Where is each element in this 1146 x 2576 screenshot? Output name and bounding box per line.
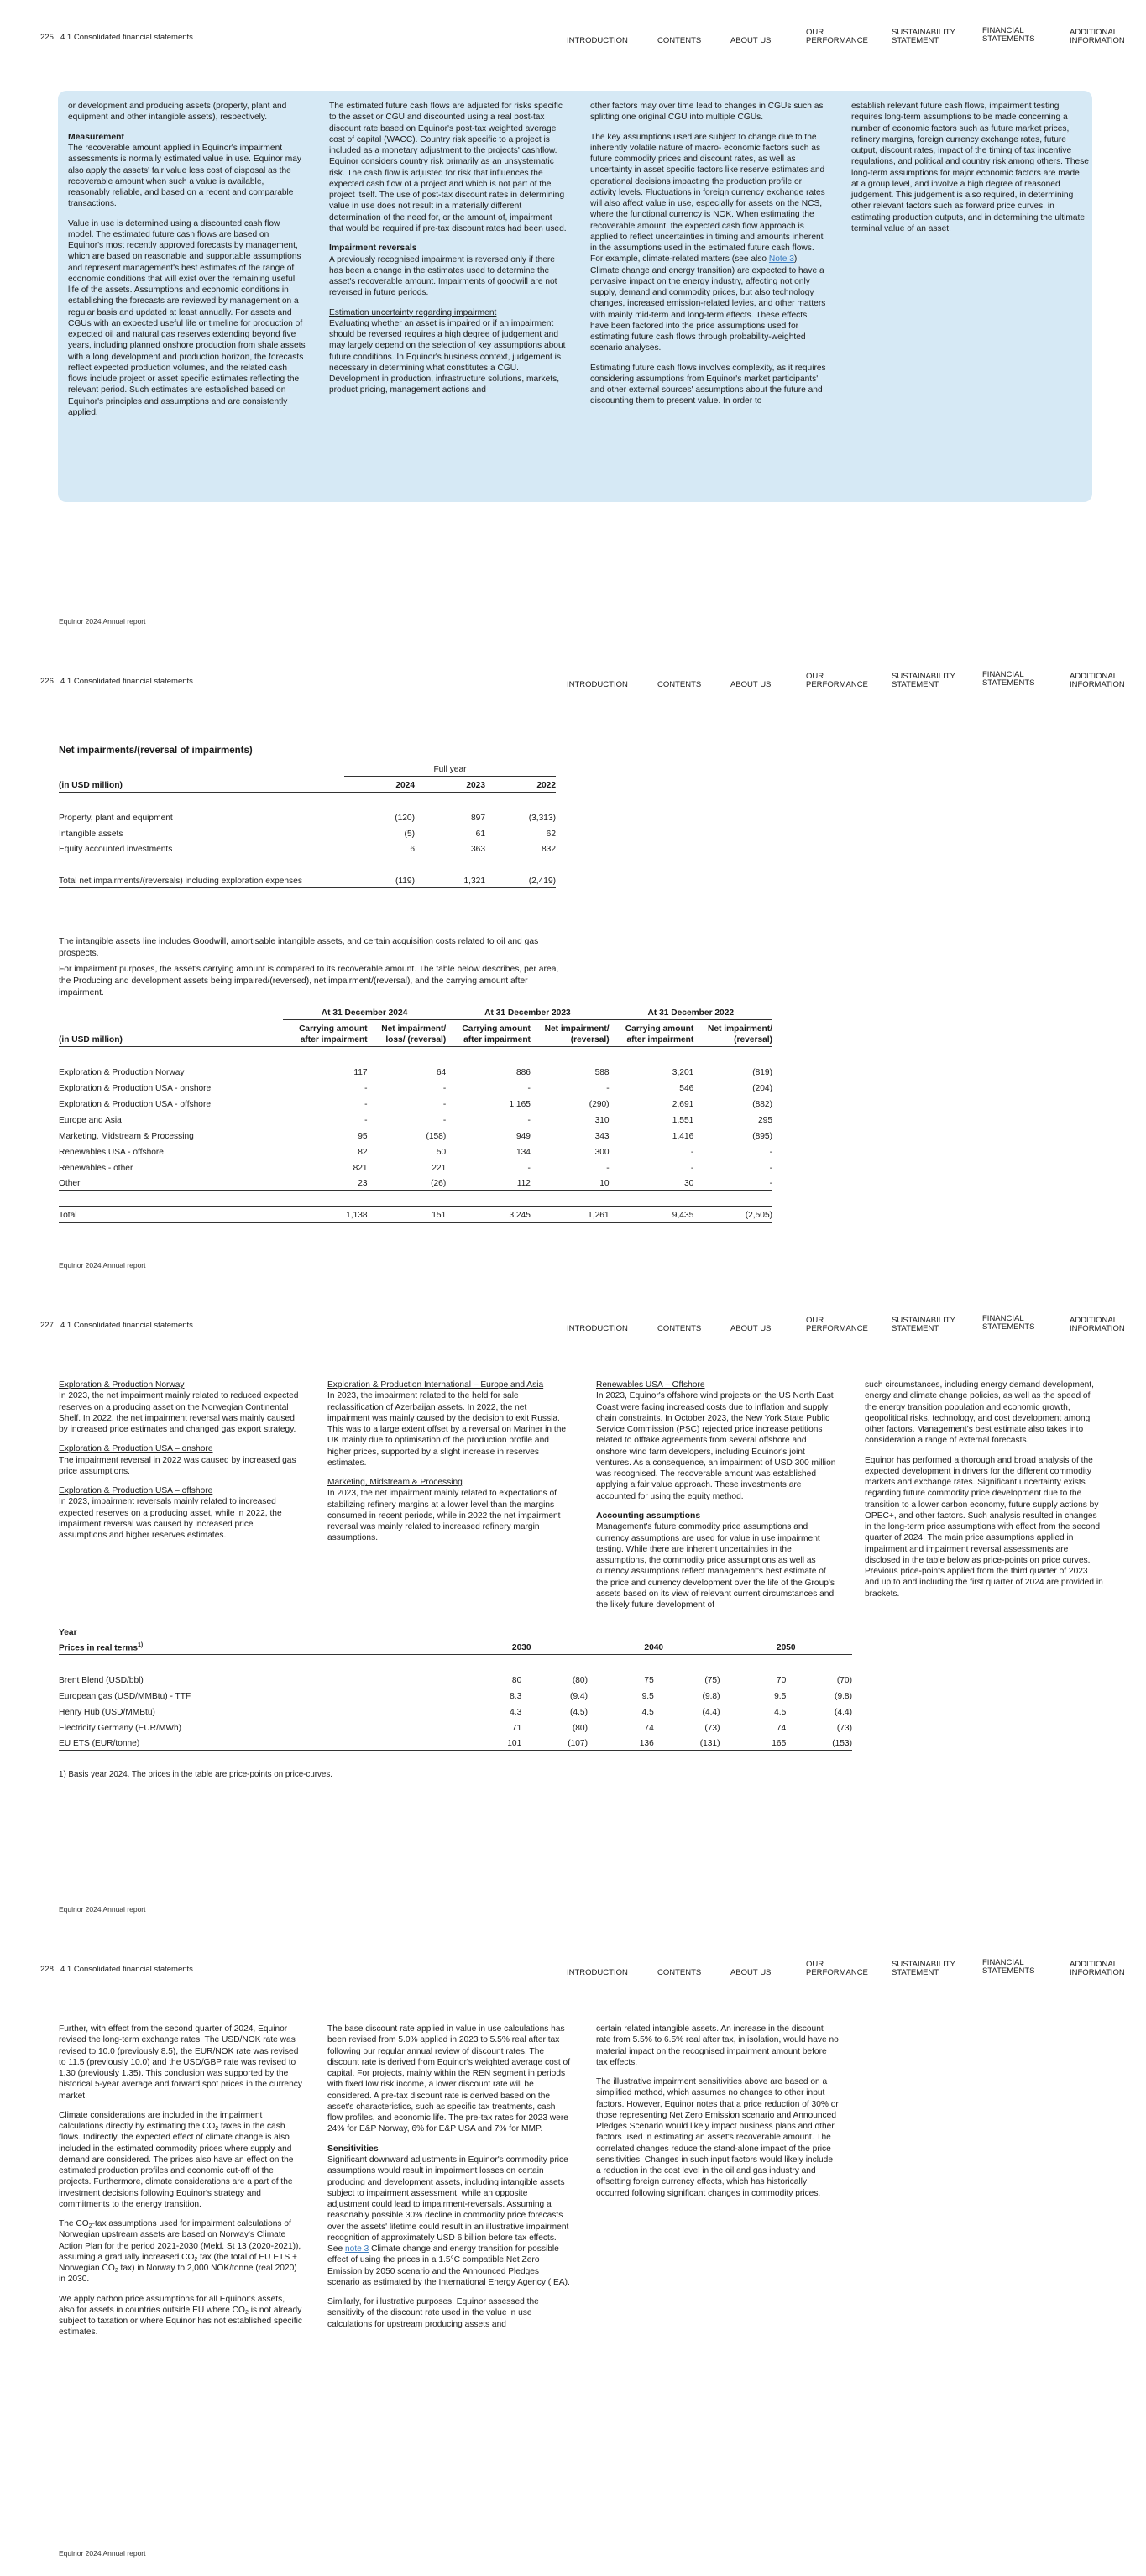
cell: 23 [283,1174,368,1190]
cell: (290) [589,1099,610,1109]
cell: (204) [752,1083,772,1093]
column-1 [68,101,306,427]
subscript: 2 [114,2268,118,2274]
cell: (4.4) [702,1707,720,1717]
paragraph: For impairment purposes, the asset's carrying amount is compared to its recoverable amount. The table below describes, per area, the Producing and development assets being impaired/(reversed), net impairment/(reversal), and the carrying amount after impairment. [59,965,559,997]
cell: 1,138 [283,1206,368,1222]
paragraph: Further, with effect from the second quarter of 2024, Equinor revised the long-term exchange rates. The USD/NOK rate was revised to 10.0 (previously 8.5), the EUR/NOK rate was revised to 11.5 (previously 10.0) and the USD/GBP rate was revised to 1.30 (previously 1.35). This conclusion was supported by the historical 5-year average and forward spot prices in the currency market. [59,2024,302,2101]
table-row [59,1110,772,1126]
page-header [40,24,1125,47]
cell: (80) [572,1675,588,1685]
page-header [40,1312,1125,1335]
row-label: Total [59,1206,283,1222]
table-row [59,1142,772,1158]
year-header: 2023 [415,776,485,792]
page-228 [0,1932,1146,2576]
page-footer: Equinor 2024 Annual report [59,617,146,626]
subheading-measurement: Measurement [68,132,124,142]
cell: (107) [521,1734,588,1750]
page-header [40,1956,1125,1979]
cell: 343 [594,1131,610,1141]
paragraph: Value in use is determined using a discounted cash flow model. The estimated future cash flows are based on Equinor's most recently approved forecasts by management, which are based on reasonable and supportable assumptions and represent management's best estimates of the range of economic conditions that will exist over the remaining useful life of the assets. Assumptions and economic conditions in establishing the forecasts are reviewed by management on a regular basis and updated at least annually. For assets and CGUs with an expected useful life or timeline for production of expected oil and natural gas reserves extending beyond five years, including planned onshore production from shale assets with a long development and production horizon, the forecasts reflect expected production volumes, and the related cash flows include project or asset specific estimates reflecting the relevant period. Such estimates are established based on Equinor's principles and assumptions and are consistently applied. [68,218,306,417]
cell: (131) [654,1734,720,1750]
column-header: Carrying amount after impairment [610,1019,694,1046]
nav-item-our-performance[interactable]: OUR PERFORMANCE [806,1960,868,1978]
table-row [59,1174,772,1190]
cell: (3,313) [528,813,556,823]
cell: 101 [456,1734,522,1750]
subheading-estimation-uncertainty: Estimation uncertainty regarding impairment [329,307,497,317]
cell: 62 [546,829,556,839]
column-header: Net impairment/ loss/ (reversal) [368,1019,447,1046]
section-title: 4.1 Consolidated financial statements [60,1321,193,1330]
table-row [59,808,556,824]
nav-item-sustainability-statement[interactable]: SUSTAINABILITY STATEMENT [892,672,955,690]
cell: 546 [679,1083,694,1093]
cell: 1,551 [672,1115,694,1125]
paragraph: In 2023, the net impairment mainly related to expectations of stabilizing refinery margins at a lower level than the margins consumed in recent periods, while in 2022 the net impairment reversal was mainly related to increased refinery margin assumptions. [327,1489,561,1543]
cell: - [693,1174,772,1190]
text: ) Climate change and energy transition) are expected to have a pervasive impact on the energy industry, affecting not only supply, demand and commodity prices, but also technology changes, increased emission-related levies, and other matters with mainly mid-term and long-term effects. These effects have been factored into the price assumptions used for estimating future cash flows through probability-weighted scenario analyses. [590,254,826,353]
page-number: 225 [40,33,54,42]
cell: 4.5 [641,1707,654,1717]
nav-item-our-performance[interactable]: OUR PERFORMANCE [806,28,868,46]
cell: 70 [776,1675,787,1685]
unit-label [59,1638,456,1654]
text: Climate change and energy transition for possible effect of using the prices in a 1.5°C compatible Net Zero Emission by 2050 scenario and the Announced Pledges scenario as estimated by the International Energy Agency (IEA). [327,2244,570,2287]
table-row [59,1734,852,1750]
cell: 61 [475,829,485,839]
paragraph: Management's future commodity price assumptions and currency assumptions are used for value in use impairment testing. While there are inherent uncertainties in the assumptions, the commodity price assumptions as well as currency assumptions reflect management's best estimate of the price and currency development over the life of the Group's assets based on its view of relevant current circumstances and the likely future development of [596,1522,835,1610]
column-3 [596,1380,840,1619]
table-row [59,1718,852,1734]
cell: 588 [594,1067,610,1077]
cell: (26) [368,1174,447,1190]
paragraph [59,2294,302,2338]
paragraph: Estimating future cash flows involves complexity, as it requires considering assumptions from Equinor's market participants' and other external sources' assumptions about the future and discounting them to present value. In order to [590,363,826,406]
text: The CO [59,2219,89,2228]
row-label: Renewables USA - offshore [59,1147,164,1157]
column-3 [596,2024,840,2207]
nav-item-contents[interactable]: CONTENTS [657,680,702,690]
table-footnote: 1) Basis year 2024. The prices in the table are price-points on price-curves. [59,1770,332,1779]
cell: (5) [404,829,415,839]
nav-item-additional-information[interactable]: ADDITIONAL INFORMATION [1070,672,1125,690]
top-nav [567,1956,1125,1979]
cell: 74 [644,1723,654,1733]
nav-item-additional-information[interactable]: ADDITIONAL INFORMATION [1070,28,1125,46]
cell: (70) [836,1675,852,1685]
paragraph: other factors may over time lead to changes in CGUs such as splitting one original CGU into multiple CGUs. [590,102,824,123]
page-footer: Equinor 2024 Annual report [59,2549,146,2558]
group-header: At 31 December 2024 [283,1003,446,1019]
cell: 151 [368,1206,447,1222]
cell: - [442,1099,447,1109]
cell: (120) [395,813,415,823]
column-2 [327,2024,571,2338]
cell: 165 [720,1734,787,1750]
row-label: Europe and Asia [59,1115,122,1125]
row-label: Brent Blend (USD/bbl) [59,1675,144,1685]
section-title: 4.1 Consolidated financial statements [60,1965,193,1974]
cell: 821 [353,1163,368,1173]
subheading: Exploration & Production International – Europe and Asia [327,1380,544,1390]
cell: 8.3 [510,1691,522,1701]
subscript: 2 [244,2309,249,2316]
cell: 3,201 [672,1067,694,1077]
page-number: 227 [40,1321,54,1330]
cell: 221 [432,1163,447,1173]
cell: 832 [485,840,556,856]
paragraph: In 2023, Equinor's offshore wind projects on the US North East Coast were facing increased costs due to inflation and supply chain constraints. In October 2023, the New York State Public Service Commission (PSC) rejected price increase petitions related to offtake agreements from several offshore and onshore wind farm developers, including Equinor's joint ventures. As a consequence, an impairment of USD 300 million was recognised. The recoverable amount was established applying a fair value approach. These investments are accounted for using the equity method. [596,1391,836,1501]
cell: 134 [515,1147,531,1157]
subheading-accounting-assumptions: Accounting assumptions [596,1511,701,1521]
cell: 9.5 [641,1691,654,1701]
unit-text: Prices in real terms [59,1643,139,1653]
paragraph: Equinor has performed a thorough and broad analysis of the expected development in drivers for the different commodity markets and exchange rates. Significant uncertainty exists regarding future commodity price development due to the transition to a lower carbon economy, future supply actions by OPEC+, and other factors. Such analysis resulted in changes in the long-term price assumptions with effect from the second quarter of 2024. The main price assumptions applied in impairment and impairment reversal assessments are disclosed in the table below as price-points on price curves. Previous price-points applied from the third quarter of 2023 and up to and including the first quarter of 2024 are provided in brackets. [865,1455,1103,1599]
column-1 [59,2024,302,2347]
cell: 886 [515,1067,531,1077]
paragraph: The impairment reversal in 2022 was caused by increased gas price assumptions. [59,1455,296,1476]
table-row [59,1670,852,1686]
cell: - [769,1147,772,1157]
row-label: Henry Hub (USD/MMBtu) [59,1707,155,1717]
year-header: 2050 [720,1638,853,1654]
table-row [59,824,556,840]
year-header: 2030 [456,1638,589,1654]
page-footer: Equinor 2024 Annual report [59,1905,146,1914]
column-2 [329,101,567,405]
table-title: Net impairments/(reversal of impairments) [59,746,253,756]
table-row [59,1126,772,1142]
total-row [59,872,556,887]
table-row [59,840,556,856]
text: Climate considerations are included in the impairment calculations directly by estimating the CO [59,2110,263,2131]
paragraph: In 2023, the impairment related to the held for sale reclassification of Azerbaijan assets. In 2022, the net impairment was mainly caused by the decision to exit Russia. This was to a large extent offset by a reversal on Mariner in the UK mainly due to optimisation of the production profile and higher prices, supported by a slight increase in reserves estimates. [327,1391,567,1468]
subheading: Exploration & Production USA – onshore [59,1444,213,1454]
row-label: Property, plant and equipment [59,813,173,823]
nav-item-additional-information[interactable]: ADDITIONAL INFORMATION [1070,1960,1125,1978]
nav-item-our-performance[interactable]: OUR PERFORMANCE [806,1316,868,1334]
cell: 3,245 [446,1206,531,1222]
nav-item-introduction[interactable]: INTRODUCTION [567,1968,628,1978]
note-3-link[interactable]: note 3 [344,2244,369,2254]
paragraph: Similarly, for illustrative purposes, Equinor assessed the sensitivity of the discount rate used in the value in use calculations for upstream producing assets and [327,2297,539,2329]
nav-item-contents[interactable]: CONTENTS [657,1324,702,1334]
impairment-by-area-table [59,1003,772,1223]
row-label: Marketing, Midstream & Processing [59,1131,194,1141]
page-number: 226 [40,677,54,686]
cell: - [606,1083,610,1093]
column-1 [59,1380,302,1549]
cell: 64 [436,1067,447,1077]
net-impairments-table [59,760,556,888]
cell: 95 [358,1131,368,1141]
cell: 50 [436,1147,447,1157]
paragraph: certain related intangible assets. An increase in the discount rate from 5.5% to 6.5% real after tax, in isolation, would have no material impact on the recognised impairment amount before tax effects. [596,2024,839,2067]
row-label: Total net impairments/(reversals) including exploration expenses [59,872,344,887]
nav-item-introduction[interactable]: INTRODUCTION [567,680,628,690]
cell: 136 [588,1734,654,1750]
paragraph: The recoverable amount applied in Equinor's impairment assessments is normally estimated value in use. Equinor may also apply the assets' fair value less cost of disposal as the recoverable amount when such a value is available, reasonably reliable, and based on a recent and comparable transactions. [68,144,302,209]
cell: - [527,1115,531,1125]
cell: (882) [752,1099,772,1109]
subheading: Marketing, Midstream & Processing [327,1478,463,1487]
cell: (9.8) [702,1691,720,1701]
group-header: Full year [344,760,556,776]
cell: 10 [531,1174,610,1190]
cell: 30 [610,1174,694,1190]
paragraph: The illustrative impairment sensitivities above are based on a simplified method, which assumes no changes to other input factors. However, Equinor notes that a price reduction of 30% or those representing Net Zero Emission scenario and Announced Pledges Scenario would likely impact business plans and other factors used in estimating an asset's recoverable amount. The correlated changes reduce the stand-alone impact of the price sensitivities. Changes in such input factors would likely include a reduction in the cost level in the oil and gas industry and offsetting foreign currency effects, which has historically occurred following significant changes in commodity prices. [596,2077,839,2198]
paragraph: In 2023, impairment reversals mainly related to increased expected reserves on a producing asset, while in 2022, the impairment reversal was caused by increased price assumptions and higher reserves estimates. [59,1497,282,1540]
page-header [40,668,1125,691]
row-label: Exploration & Production USA - onshore [59,1083,212,1093]
cell: (73) [836,1723,852,1733]
column-2 [327,1380,571,1552]
row-label: European gas (USD/MMBtu) - TTF [59,1691,191,1701]
nav-item-introduction[interactable]: INTRODUCTION [567,1324,628,1334]
table-row [59,1062,772,1078]
unit-label: (in USD million) [59,776,344,792]
page-footer: Equinor 2024 Annual report [59,1261,146,1270]
text: tax) in Norway to 2,000 NOK/tonne (real 2020) in 2030. [59,2264,297,2285]
cell: (819) [752,1067,772,1077]
page-number: 228 [40,1965,54,1974]
cell: 2,691 [672,1099,694,1109]
cell: - [442,1115,447,1125]
paragraph: Evaluating whether an asset is impaired or if an impairment should be reversed requires a high degree of judgement and may largely depend on the selection of key assumptions about future conditions. In Equinor's business context, judgement is necessary in determining what constitutes a CGU. Development in production, infrastructure solutions, markets, product pricing, management actions and [329,318,566,395]
cell: (895) [752,1131,772,1141]
cell: 1,321 [415,872,485,887]
year-label: Year [59,1627,77,1637]
top-nav [567,668,1125,691]
nav-item-our-performance[interactable]: OUR PERFORMANCE [806,672,868,690]
cell: (2,505) [693,1206,772,1222]
cell: 1,165 [509,1099,531,1109]
cell: 9.5 [774,1691,787,1701]
text: The key assumptions used are subject to change due to the inherently volatile nature of macro- economic factors such as future commodity prices and discount rates, as well as uncertainty in asset specific factors like reserve estimates and operational decisions impacting the production profile or activity levels. Fluctuations in foreign currency exchange rates will also affect value in use, especially for assets on the NCS, where the functional currency is NOK. When estimating the recoverable amount, the expected cash flow approach is applied to reflect uncertainties in timing and amounts inherent in the assumptions used in the estimated future cash flows. For example, climate-related matters (see also [590,132,825,264]
paragraph: The intangible assets line includes Goodwill, amortisable intangible assets, and certain acquisition costs related to oil and gas prospects. [59,937,539,958]
table-row [59,1094,772,1110]
year-header: 2024 [344,776,415,792]
cell: (73) [704,1723,720,1733]
group-header: At 31 December 2022 [610,1003,772,1019]
cell: (158) [426,1131,447,1141]
row-label: Other [59,1174,283,1190]
paragraph [59,2110,302,2210]
cell: 9,435 [610,1206,694,1222]
paragraph [59,2218,302,2285]
page-226 [0,644,1146,1288]
text: -tax assumptions used for impairment calculations of Norwegian upstream assets are based on Norway's Climate Action Plan for the period 2021-2030 (Meld. St 13 (2020-2021)), assuming a gradually increased CO [59,2219,301,2262]
subheading: Exploration & Production USA – offshore [59,1486,213,1495]
nav-item-about-us[interactable]: ABOUT US [730,36,772,46]
row-label: Renewables - other [59,1163,133,1173]
paragraph: The base discount rate applied in value in use calculations has been revised from 5.0% applied in 2023 to 5.5% real after tax following our regular annual review of discount rates. The discount rate is derived from Equinor's weighted average cost of capital. For projects, mainly within the REN segment in periods with fixed low risk income, a lower discount rate will be considered. A pre-tax discount rate is derived based on the asset's characteristics, such as specific tax treatments, cash flow profiles, and economic life. The pre-tax rates for 2023 were 24% for E&P Norway, 6% for E&P USA and 7% for MMP. [327,2024,571,2134]
subheading-impairment-reversals: Impairment reversals [329,243,417,253]
cell: 4.3 [510,1707,522,1717]
cell: - [442,1083,447,1093]
cell: - [527,1163,531,1173]
paragraph: such circumstances, including energy demand development, energy and climate change policies, as well as the speed of the energy transition population and economic growth, geopolitical risks, technology, and cost development among other factors. Management's best estimate also takes into consideration a range of external forecasts. [865,1380,1094,1446]
nav-item-financial-statements[interactable]: FINANCIAL STATEMENTS [982,670,1035,689]
cell: 4.5 [774,1707,787,1717]
table-row [59,1078,772,1094]
text: is not already subject to taxation or where Equinor has not established specific estimates. [59,2305,302,2338]
row-label: Exploration & Production USA - offshore [59,1099,212,1109]
row-label: Electricity Germany (EUR/MWh) [59,1723,182,1733]
cell: - [690,1147,694,1157]
nav-item-financial-statements[interactable]: FINANCIAL STATEMENTS [982,1958,1035,1977]
column-header: Carrying amount after impairment [283,1019,368,1046]
cell: - [527,1083,531,1093]
price-assumptions-table [59,1622,852,1751]
cell: - [364,1115,368,1125]
unit-label: (in USD million) [59,1019,283,1046]
cell: (4.4) [835,1707,852,1717]
subscript: 2 [194,2256,198,2263]
text: Significant downward adjustments in Equinor's commodity price assumptions would result in impairment losses on certain producing and development assets, including intangible assets subject to impairment assessment, while an opposite adjustment could lead to impairment-reversals. Assuming a reasonably possible 30% decline in commodity price forecasts over the assets' lifetime could result in an illustrative impairment recognition of approximately USD 6 billion before tax effects. See [327,2155,569,2254]
cell: 1,261 [531,1206,610,1222]
table-row [59,1702,852,1718]
nav-item-contents[interactable]: CONTENTS [657,1968,702,1978]
subheading: Renewables USA – Offshore [596,1380,705,1390]
row-label: Equity accounted investments [59,840,344,856]
nav-item-about-us[interactable]: ABOUT US [730,1324,772,1334]
text: taxes in the cash flows. Indirectly, the expected effect of climate change is also included in the estimated commodity prices where supply and demand are considered. The prices also have an effect on the estimated production profiles and economic cut-off of the projects. Furthermore, climate considerations are a part of the investment decisions following Equinor's strategy and commitments to the energy transition. [59,2122,294,2209]
subscript: 2 [88,2223,92,2229]
row-label: Intangible assets [59,829,123,839]
cell: 74 [776,1723,787,1733]
paragraph: The estimated future cash flows are adjusted for risks specific to the asset or CGU and discounted using a real post-tax discount rate based on Equinor's post-tax weighted average cost of capital (WACC). Country risk specific to a project is included as a monetary adjustment to the projects' cashflow. Equinor considers country risk primarily as an unsystematic risk. The cash flow is adjusted for risk that influences the expected cash flow of a project and which is not part of the project itself. The use of post-tax discount rates in determining value in use does not result in a materially different determination of the need for, or the amount of, impairment that would be required if pre-tax discount rates had been used. [329,102,567,233]
cell: - [606,1163,610,1173]
cell: (4.5) [570,1707,588,1717]
top-nav [567,1312,1125,1335]
cell: 897 [471,813,485,823]
nav-item-introduction[interactable]: INTRODUCTION [567,36,628,46]
top-nav [567,24,1125,47]
subscript: 2 [215,2126,219,2132]
footnote-marker: 1) [138,1641,144,1648]
nav-item-financial-statements[interactable]: FINANCIAL STATEMENTS [982,26,1035,45]
nav-item-additional-information[interactable]: ADDITIONAL INFORMATION [1070,1316,1125,1334]
paragraph [327,2155,571,2288]
cell: 1,416 [672,1131,694,1141]
cell: (80) [572,1723,588,1733]
paragraph: or development and producing assets (property, plant and equipment and other intangible assets), respectively. [68,102,287,123]
cell: 80 [511,1675,522,1685]
cell: - [690,1163,694,1173]
nav-item-about-us[interactable]: ABOUT US [730,1968,772,1978]
section-title: 4.1 Consolidated financial statements [60,677,193,686]
text: tax (the total of EU ETS + Norwegian CO [59,2252,297,2273]
subheading-sensitivities: Sensitivities [327,2144,379,2154]
cell: - [769,1163,772,1173]
cell: 363 [415,840,485,856]
cell: (2,419) [485,872,556,887]
cell: 310 [594,1115,610,1125]
table-row [59,1158,772,1174]
total-row [59,1206,772,1222]
cell: 82 [358,1147,368,1157]
nav-item-financial-statements[interactable]: FINANCIAL STATEMENTS [982,1314,1035,1333]
column-4 [851,101,1089,243]
group-header: At 31 December 2023 [446,1003,609,1019]
row-label: Exploration & Production Norway [59,1067,185,1077]
table-row [59,1686,852,1702]
note-3-link[interactable]: Note 3 [768,254,794,264]
section-title: 4.1 Consolidated financial statements [60,33,193,42]
nav-item-contents[interactable]: CONTENTS [657,36,702,46]
column-3 [590,101,828,416]
nav-item-sustainability-statement[interactable]: SUSTAINABILITY STATEMENT [892,1316,955,1334]
column-header: Net impairment/ (reversal) [693,1019,772,1046]
cell: - [364,1083,368,1093]
paragraph: establish relevant future cash flows, impairment testing requires long-term assumptions to be made concerning a number of economic factors such as future market prices, refinery margins, foreign currency exchange rates, future output, discount rates, impact of the timing of tax incentive regulations, and political and country risk among others. These long-term assumptions for major economic factors are made at a group level, and involve a high degree of reasoned judgement. This judgement is also required, in determining other relevant factors such as forward price curves, in estimating production outputs, and in determining the ultimate terminal value of an asset. [851,102,1089,233]
paragraph [590,132,828,354]
cell: 71 [511,1723,522,1733]
nav-item-about-us[interactable]: ABOUT US [730,680,772,690]
nav-item-sustainability-statement[interactable]: SUSTAINABILITY STATEMENT [892,1960,955,1978]
cell: - [364,1099,368,1109]
year-header: 2022 [485,776,556,792]
cell: 75 [644,1675,654,1685]
column-header: Carrying amount after impairment [446,1019,531,1046]
cell: (9.8) [835,1691,852,1701]
cell: 112 [446,1174,531,1190]
cell: 949 [515,1131,531,1141]
cell: (9.4) [570,1691,588,1701]
cell: 117 [353,1067,368,1077]
column-header: Net impairment/ (reversal) [531,1019,610,1046]
page-227 [0,1288,1146,1932]
text: We apply carbon price assumptions for all Equinor's assets, also for assets in countries outside EU where CO [59,2294,285,2315]
cell: 300 [594,1147,610,1157]
column-4 [865,1380,1104,1608]
cell: 295 [758,1115,772,1125]
subheading: Exploration & Production Norway [59,1380,185,1390]
cell: (75) [704,1675,720,1685]
year-header: 2040 [588,1638,720,1654]
cell: 6 [344,840,415,856]
page-225 [0,0,1146,644]
cell: (153) [786,1734,852,1750]
nav-item-sustainability-statement[interactable]: SUSTAINABILITY STATEMENT [892,28,955,46]
row-label: EU ETS (EUR/tonne) [59,1734,456,1750]
paragraph: A previously recognised impairment is reversed only if there has been a change in the estimates used to determine the asset's recoverable amount. Impairments of goodwill are not reversed in future periods. [329,254,557,298]
cell: (119) [344,872,415,887]
paragraph: In 2023, the net impairment mainly related to reduced expected reserves on a producing asset on the Norwegian Continental Shelf. In 2022, the net impairment reversal was mainly caused by increased price estimates and changed gas export strategy. [59,1391,299,1434]
